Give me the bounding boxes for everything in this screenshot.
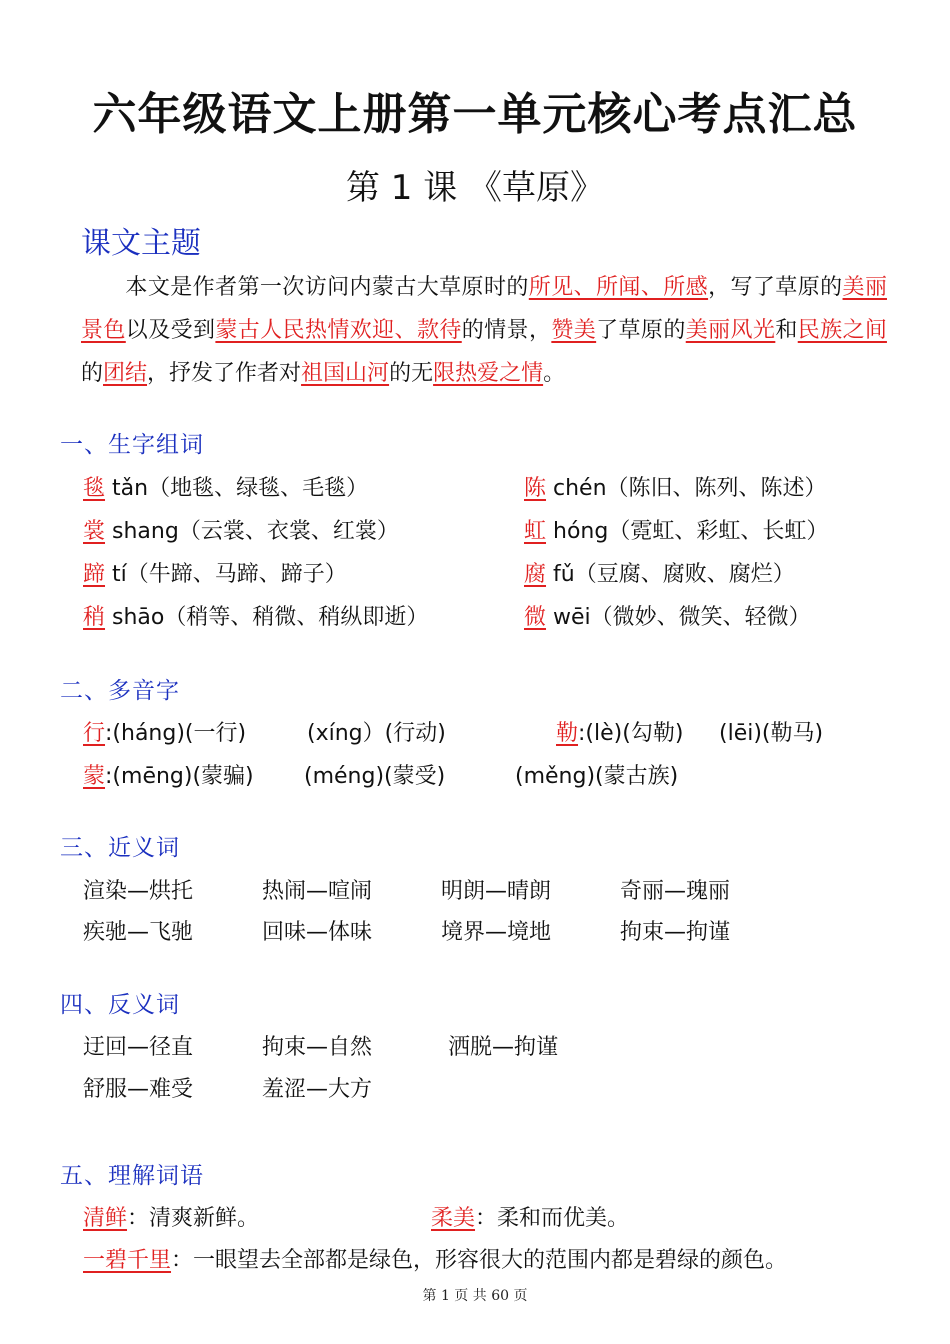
shengzi-char: 裳 [83,519,106,544]
fanyi-pair: 羞涩—大方 [262,1077,373,1102]
duoyin-char: 行 [83,721,106,746]
theme-part: 所见、所闻、所感 [528,275,709,300]
jinyi-pair: 热闹—喧闹 [262,879,373,904]
fanyi-pair: 迂回—径直 [83,1035,194,1060]
shengzi-item [83,514,399,545]
shengzi-item [83,471,368,502]
theme-part: 以及受到 [125,318,216,343]
shengzi-words: （牛蹄、马蹄、蹄子） [126,562,347,587]
section-heading-jinyi: 三、近义词 [60,835,180,861]
shengzi-char: 蹄 [83,562,106,587]
theme-part: 限热爱之情 [433,361,544,386]
shengzi-pinyin: tí [112,562,127,587]
lijie-word: 清鲜 [83,1206,128,1231]
theme-part: ，写了草原的 [708,275,843,300]
shengzi-words: （陈旧、陈列、陈述） [606,476,827,501]
shengzi-words: （豆腐、腐败、腐烂） [574,562,795,587]
theme-part: 祖国山河 [301,361,390,386]
theme-part: 了草原的 [596,318,686,343]
shengzi-pinyin: chén [553,476,607,501]
shengzi-words: （霓虹、彩虹、长虹） [608,519,829,544]
duoyin-reading: (měng)(蒙古族) [515,764,679,789]
shengzi-words: （地毯、绿毯、毛毯） [148,476,369,501]
shengzi-pinyin: shang [112,519,179,544]
theme-part: 和 [775,318,798,343]
section-heading-shengzi: 一、生字组词 [60,432,204,458]
duoyin-item-meng [83,759,254,790]
shengzi-pinyin: shāo [112,605,165,630]
theme-part: 的无 [389,361,434,386]
duoyin-reading: :(mēng)(蒙骗) [105,764,254,789]
theme-part: ，抒发了作者对 [147,361,302,386]
lijie-item [83,1243,787,1274]
shengzi-char: 微 [524,605,547,630]
theme-heading: 课文主题 [81,226,201,261]
theme-part: 的情景， [461,318,552,343]
shengzi-words: （微妙、微笑、轻微） [590,605,811,630]
duoyin-char: 蒙 [83,764,106,789]
lijie-word: 柔美 [431,1206,476,1231]
lijie-word: 一碧千里 [83,1248,172,1273]
shengzi-char: 稍 [83,605,106,630]
jinyi-pair: 疾驰—飞驰 [83,920,194,945]
shengzi-pinyin: tǎn [112,476,149,501]
theme-part: 美丽风光 [685,318,776,343]
section-heading-fanyi: 四、反义词 [60,992,180,1018]
duoyin-reading: :(lè)(勾勒) [578,721,684,746]
theme-part: 赞美 [551,318,597,343]
theme-part: 的 [81,361,104,386]
jinyi-pair: 回味—体味 [262,920,373,945]
shengzi-words: （稍等、稍微、稍纵即逝） [164,605,429,630]
shengzi-pinyin: fǔ [553,562,575,587]
shengzi-char: 腐 [524,562,547,587]
theme-part: 团结 [103,361,148,386]
lijie-def: ：柔和而优美。 [475,1206,630,1231]
shengzi-char: 虹 [524,519,547,544]
section-heading-lijie: 五、理解词语 [60,1163,204,1189]
shengzi-words: （云裳、衣裳、红裳） [178,519,399,544]
shengzi-item [524,557,795,588]
shengzi-pinyin: wēi [553,605,591,630]
shengzi-item [83,600,428,631]
duoyin-reading: (xíng）(行动) [307,721,446,746]
jinyi-pair: 明朗—晴朗 [441,879,552,904]
jinyi-pair: 拘束—拘谨 [620,920,731,945]
shengzi-item [524,471,827,502]
jinyi-pair: 境界—境地 [441,920,552,945]
shengzi-pinyin: hóng [553,519,609,544]
duoyin-char: 勒 [556,721,579,746]
theme-part: 蒙古人民热情欢迎、款待 [215,318,462,343]
lijie-item [431,1201,629,1232]
jinyi-pair: 奇丽—瑰丽 [620,879,731,904]
duoyin-reading: (méng)(蒙受) [304,764,446,789]
duoyin-item-hang [83,716,246,747]
theme-paragraph [81,266,887,395]
fanyi-pair: 舒服—难受 [83,1077,194,1102]
page-title: 六年级语文上册第一单元核心考点汇总 [92,89,858,140]
page-footer: 第 1 页 共 60 页 [422,1288,528,1304]
section-heading-duoyin: 二、多音字 [60,678,180,704]
theme-part: 本文是作者第一次访问内蒙古大草原时的 [125,275,529,300]
duoyin-reading: (lēi)(勒马) [719,721,824,746]
theme-part: 美丽景色 [81,275,887,343]
shengzi-item [83,557,347,588]
lijie-def: ：清爽新鲜。 [127,1206,260,1231]
theme-part: 民族之间 [797,318,887,343]
shengzi-item [524,600,811,631]
jinyi-pair: 渲染—烘托 [83,879,194,904]
duoyin-item-le [556,716,683,747]
duoyin-reading: :(háng)(一行) [105,721,247,746]
lijie-def: ：一眼望去全部都是绿色，形容很大的范围内都是碧绿的颜色。 [171,1248,788,1273]
theme-part: 。 [543,361,566,386]
shengzi-char: 陈 [524,476,547,501]
shengzi-char: 毯 [83,476,106,501]
fanyi-pair: 拘束—自然 [262,1035,373,1060]
lijie-item [83,1201,259,1232]
fanyi-pair: 洒脱—拘谨 [448,1035,559,1060]
shengzi-item [524,514,828,545]
lesson-title: 第 1 课 《草原》 [345,168,605,208]
